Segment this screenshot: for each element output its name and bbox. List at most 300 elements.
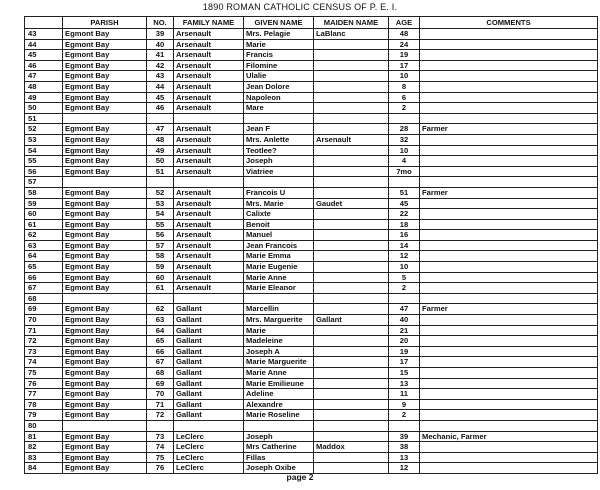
parish-cell: Egmont Bay [63,230,147,241]
comments-cell [420,145,598,156]
no-cell: 63 [147,315,174,326]
family-name-cell: Gallant [174,346,244,357]
family-name-cell: Arsenault [174,103,244,114]
comments-cell: Mechanic, Farmer [420,431,598,442]
parish-cell [63,177,147,188]
maiden-name-cell [314,378,389,389]
table-row [25,336,598,347]
given-name-cell: Adeline [244,389,314,400]
table-row [25,124,598,135]
maiden-name-cell [314,262,389,273]
comments-cell [420,442,598,453]
parish-cell: Egmont Bay [63,71,147,82]
row-number-cell: 79 [25,410,63,421]
family-name-cell: LeClerc [174,442,244,453]
parish-cell: Egmont Bay [63,198,147,209]
parish-cell: Egmont Bay [63,156,147,167]
age-cell: 13 [389,378,420,389]
given-name-cell: Marie Marguerite [244,357,314,368]
no-cell: 57 [147,240,174,251]
header-comments: COMMENTS [420,17,598,29]
given-name-cell [244,420,314,431]
comments-cell [420,346,598,357]
parish-cell: Egmont Bay [63,209,147,220]
family-name-cell: Arsenault [174,124,244,135]
maiden-name-cell: Arsenault [314,134,389,145]
given-name-cell: Manuel [244,230,314,241]
comments-cell: Farmer [420,304,598,315]
given-name-cell [244,113,314,124]
family-name-cell: Arsenault [174,134,244,145]
table-row [25,81,598,92]
age-cell: 32 [389,134,420,145]
header-no: NO. [147,17,174,29]
table-row [25,240,598,251]
comments-cell [420,389,598,400]
table-row [25,368,598,379]
family-name-cell: LeClerc [174,431,244,442]
row-number-cell: 53 [25,134,63,145]
family-name-cell [174,177,244,188]
no-cell: 59 [147,262,174,273]
age-cell: 38 [389,442,420,453]
parish-cell: Egmont Bay [63,81,147,92]
age-cell [389,177,420,188]
family-name-cell: Gallant [174,399,244,410]
parish-cell: Egmont Bay [63,431,147,442]
table-row [25,134,598,145]
maiden-name-cell [314,92,389,103]
maiden-name-cell [314,336,389,347]
row-number-cell: 68 [25,293,63,304]
parish-cell: Egmont Bay [63,315,147,326]
family-name-cell: Arsenault [174,283,244,294]
table-row [25,113,598,124]
maiden-name-cell [314,209,389,220]
row-number-cell: 49 [25,92,63,103]
family-name-cell: Gallant [174,325,244,336]
parish-cell: Egmont Bay [63,410,147,421]
parish-cell: Egmont Bay [63,336,147,347]
comments-cell [420,50,598,61]
parish-cell: Egmont Bay [63,452,147,463]
table-row [25,230,598,241]
comments-cell [420,29,598,40]
no-cell: 51 [147,166,174,177]
row-number-cell: 69 [25,304,63,315]
family-name-cell: Arsenault [174,219,244,230]
age-cell [389,113,420,124]
no-cell: 73 [147,431,174,442]
age-cell: 14 [389,240,420,251]
row-number-cell: 61 [25,219,63,230]
age-cell [389,293,420,304]
row-number-cell: 62 [25,230,63,241]
header-row-number [25,17,63,29]
age-cell: 11 [389,389,420,400]
no-cell: 72 [147,410,174,421]
maiden-name-cell: Maddox [314,442,389,453]
family-name-cell: Arsenault [174,71,244,82]
comments-cell [420,325,598,336]
row-number-cell: 66 [25,272,63,283]
given-name-cell: Mare [244,103,314,114]
no-cell: 64 [147,325,174,336]
age-cell: 17 [389,357,420,368]
no-cell: 65 [147,336,174,347]
maiden-name-cell [314,293,389,304]
header-maiden-name: MAIDEN NAME [314,17,389,29]
parish-cell: Egmont Bay [63,346,147,357]
no-cell: 41 [147,50,174,61]
family-name-cell: Gallant [174,368,244,379]
maiden-name-cell [314,71,389,82]
family-name-cell: LeClerc [174,452,244,463]
parish-cell: Egmont Bay [63,389,147,400]
table-row [25,272,598,283]
comments-cell [420,81,598,92]
no-cell: 62 [147,304,174,315]
age-cell: 8 [389,81,420,92]
given-name-cell: Marie Eugenie [244,262,314,273]
family-name-cell: Arsenault [174,166,244,177]
family-name-cell: Gallant [174,378,244,389]
table-row [25,420,598,431]
maiden-name-cell [314,156,389,167]
given-name-cell: Filomine [244,60,314,71]
age-cell: 48 [389,29,420,40]
given-name-cell: Napoleon [244,92,314,103]
family-name-cell: Gallant [174,389,244,400]
row-number-cell: 72 [25,336,63,347]
age-cell: 2 [389,410,420,421]
parish-cell: Egmont Bay [63,357,147,368]
row-number-cell: 78 [25,399,63,410]
no-cell: 69 [147,378,174,389]
row-number-cell: 70 [25,315,63,326]
row-number-cell: 46 [25,60,63,71]
maiden-name-cell [314,410,389,421]
row-number-cell: 65 [25,262,63,273]
table-row [25,209,598,220]
parish-cell: Egmont Bay [63,187,147,198]
no-cell [147,420,174,431]
given-name-cell: Ulalie [244,71,314,82]
maiden-name-cell [314,240,389,251]
age-cell: 6 [389,92,420,103]
parish-cell: Egmont Bay [63,325,147,336]
comments-cell [420,219,598,230]
row-number-cell: 54 [25,145,63,156]
given-name-cell: Marcellin [244,304,314,315]
comments-cell [420,156,598,167]
parish-cell: Egmont Bay [63,240,147,251]
parish-cell: Egmont Bay [63,219,147,230]
table-row [25,325,598,336]
maiden-name-cell [314,368,389,379]
comments-cell [420,368,598,379]
row-number-cell: 82 [25,442,63,453]
parish-cell: Egmont Bay [63,60,147,71]
parish-cell: Egmont Bay [63,145,147,156]
table-row [25,378,598,389]
age-cell: 10 [389,145,420,156]
row-number-cell: 58 [25,187,63,198]
family-name-cell: Arsenault [174,198,244,209]
age-cell: 12 [389,251,420,262]
maiden-name-cell [314,50,389,61]
family-name-cell: Arsenault [174,156,244,167]
comments-cell [420,240,598,251]
row-number-cell: 67 [25,283,63,294]
table-row [25,103,598,114]
given-name-cell: Jean F [244,124,314,135]
row-number-cell: 71 [25,325,63,336]
given-name-cell: Mrs. Marguerite [244,315,314,326]
table-row [25,304,598,315]
given-name-cell: Fillas [244,452,314,463]
family-name-cell: Arsenault [174,81,244,92]
no-cell: 60 [147,272,174,283]
family-name-cell [174,293,244,304]
table-row [25,399,598,410]
maiden-name-cell [314,346,389,357]
maiden-name-cell [314,325,389,336]
maiden-name-cell [314,431,389,442]
age-cell [389,420,420,431]
age-cell: 51 [389,187,420,198]
parish-cell: Egmont Bay [63,463,147,474]
no-cell: 39 [147,29,174,40]
given-name-cell: Calixte [244,209,314,220]
given-name-cell: Alexandre [244,399,314,410]
page-number: page 2 [286,472,314,482]
table-row [25,60,598,71]
no-cell: 45 [147,92,174,103]
age-cell: 39 [389,431,420,442]
given-name-cell: Madeleine [244,336,314,347]
age-cell: 2 [389,283,420,294]
header-row [25,17,598,29]
given-name-cell: Joseph Oxibe [244,463,314,474]
no-cell: 55 [147,219,174,230]
age-cell: 4 [389,156,420,167]
age-cell: 22 [389,209,420,220]
given-name-cell: Marie Emma [244,251,314,262]
maiden-name-cell [314,304,389,315]
no-cell [147,113,174,124]
table-row [25,50,598,61]
parish-cell: Egmont Bay [63,442,147,453]
no-cell [147,177,174,188]
given-name-cell: Jean Francois [244,240,314,251]
row-number-cell: 44 [25,39,63,50]
given-name-cell: Joseph [244,156,314,167]
table-row [25,262,598,273]
given-name-cell: Marie Anne [244,368,314,379]
row-number-cell: 60 [25,209,63,220]
comments-cell [420,92,598,103]
given-name-cell: Mrs Catherine [244,442,314,453]
maiden-name-cell [314,145,389,156]
table-row [25,315,598,326]
comments-cell: Farmer [420,124,598,135]
table-row [25,145,598,156]
maiden-name-cell: LaBlanc [314,29,389,40]
family-name-cell: Arsenault [174,262,244,273]
parish-cell: Egmont Bay [63,39,147,50]
given-name-cell: Viatriee [244,166,314,177]
no-cell: 47 [147,124,174,135]
table-row [25,410,598,421]
census-table [24,16,598,474]
comments-cell: Farmer [420,187,598,198]
comments-cell [420,262,598,273]
age-cell: 13 [389,452,420,463]
maiden-name-cell [314,81,389,92]
maiden-name-cell [314,389,389,400]
comments-cell [420,410,598,421]
row-number-cell: 84 [25,463,63,474]
table-row [25,166,598,177]
row-number-cell: 59 [25,198,63,209]
comments-cell [420,315,598,326]
row-number-cell: 50 [25,103,63,114]
given-name-cell [244,293,314,304]
no-cell: 67 [147,357,174,368]
comments-cell [420,113,598,124]
row-number-cell: 45 [25,50,63,61]
no-cell: 40 [147,39,174,50]
row-number-cell: 80 [25,420,63,431]
table-row [25,156,598,167]
given-name-cell: Francis [244,50,314,61]
age-cell: 40 [389,315,420,326]
no-cell: 56 [147,230,174,241]
maiden-name-cell [314,399,389,410]
parish-cell: Egmont Bay [63,103,147,114]
no-cell: 48 [147,134,174,145]
comments-cell [420,378,598,389]
comments-cell [420,399,598,410]
age-cell: 7mo [389,166,420,177]
no-cell: 76 [147,463,174,474]
row-number-cell: 47 [25,71,63,82]
row-number-cell: 56 [25,166,63,177]
family-name-cell: Gallant [174,336,244,347]
header-family-name: FAMILY NAME [174,17,244,29]
no-cell: 49 [147,145,174,156]
no-cell: 66 [147,346,174,357]
age-cell: 28 [389,124,420,135]
comments-cell [420,198,598,209]
no-cell [147,293,174,304]
maiden-name-cell [314,272,389,283]
row-number-cell: 64 [25,251,63,262]
no-cell: 68 [147,368,174,379]
comments-cell [420,209,598,220]
comments-cell [420,357,598,368]
maiden-name-cell: Gallant [314,315,389,326]
age-cell: 17 [389,60,420,71]
no-cell: 54 [147,209,174,220]
maiden-name-cell [314,187,389,198]
no-cell: 53 [147,198,174,209]
age-cell: 45 [389,198,420,209]
comments-cell [420,272,598,283]
comments-cell [420,251,598,262]
comments-cell [420,336,598,347]
family-name-cell: Arsenault [174,29,244,40]
age-cell: 24 [389,39,420,50]
row-number-cell: 63 [25,240,63,251]
parish-cell: Egmont Bay [63,368,147,379]
table-row [25,198,598,209]
parish-cell: Egmont Bay [63,166,147,177]
comments-cell [420,60,598,71]
table-row [25,452,598,463]
header-parish: PARISH [63,17,147,29]
given-name-cell: Teotlee? [244,145,314,156]
row-number-cell: 76 [25,378,63,389]
age-cell: 19 [389,346,420,357]
comments-cell [420,134,598,145]
parish-cell: Egmont Bay [63,283,147,294]
age-cell: 10 [389,262,420,273]
parish-cell: Egmont Bay [63,272,147,283]
maiden-name-cell [314,420,389,431]
no-cell: 61 [147,283,174,294]
table-row [25,389,598,400]
given-name-cell: Marie Anne [244,272,314,283]
row-number-cell: 75 [25,368,63,379]
given-name-cell: Mrs. Pelagie [244,29,314,40]
table-row [25,219,598,230]
parish-cell: Egmont Bay [63,399,147,410]
parish-cell: Egmont Bay [63,29,147,40]
parish-cell: Egmont Bay [63,50,147,61]
comments-cell [420,230,598,241]
row-number-cell: 48 [25,81,63,92]
family-name-cell: Arsenault [174,240,244,251]
table-body [25,29,598,474]
family-name-cell: Arsenault [174,230,244,241]
comments-cell [420,420,598,431]
comments-cell [420,166,598,177]
family-name-cell: Arsenault [174,60,244,71]
parish-cell: Egmont Bay [63,134,147,145]
maiden-name-cell [314,39,389,50]
maiden-name-cell [314,251,389,262]
family-name-cell: Arsenault [174,145,244,156]
header-age: AGE [389,17,420,29]
age-cell: 5 [389,272,420,283]
given-name-cell: Marie Emilieune [244,378,314,389]
no-cell: 50 [147,156,174,167]
parish-cell [63,293,147,304]
maiden-name-cell [314,103,389,114]
table-row [25,177,598,188]
row-number-cell: 57 [25,177,63,188]
comments-cell [420,103,598,114]
family-name-cell: Gallant [174,357,244,368]
row-number-cell: 81 [25,431,63,442]
table-row [25,346,598,357]
table-row [25,283,598,294]
given-name-cell: Joseph A [244,346,314,357]
maiden-name-cell [314,357,389,368]
family-name-cell: Arsenault [174,187,244,198]
